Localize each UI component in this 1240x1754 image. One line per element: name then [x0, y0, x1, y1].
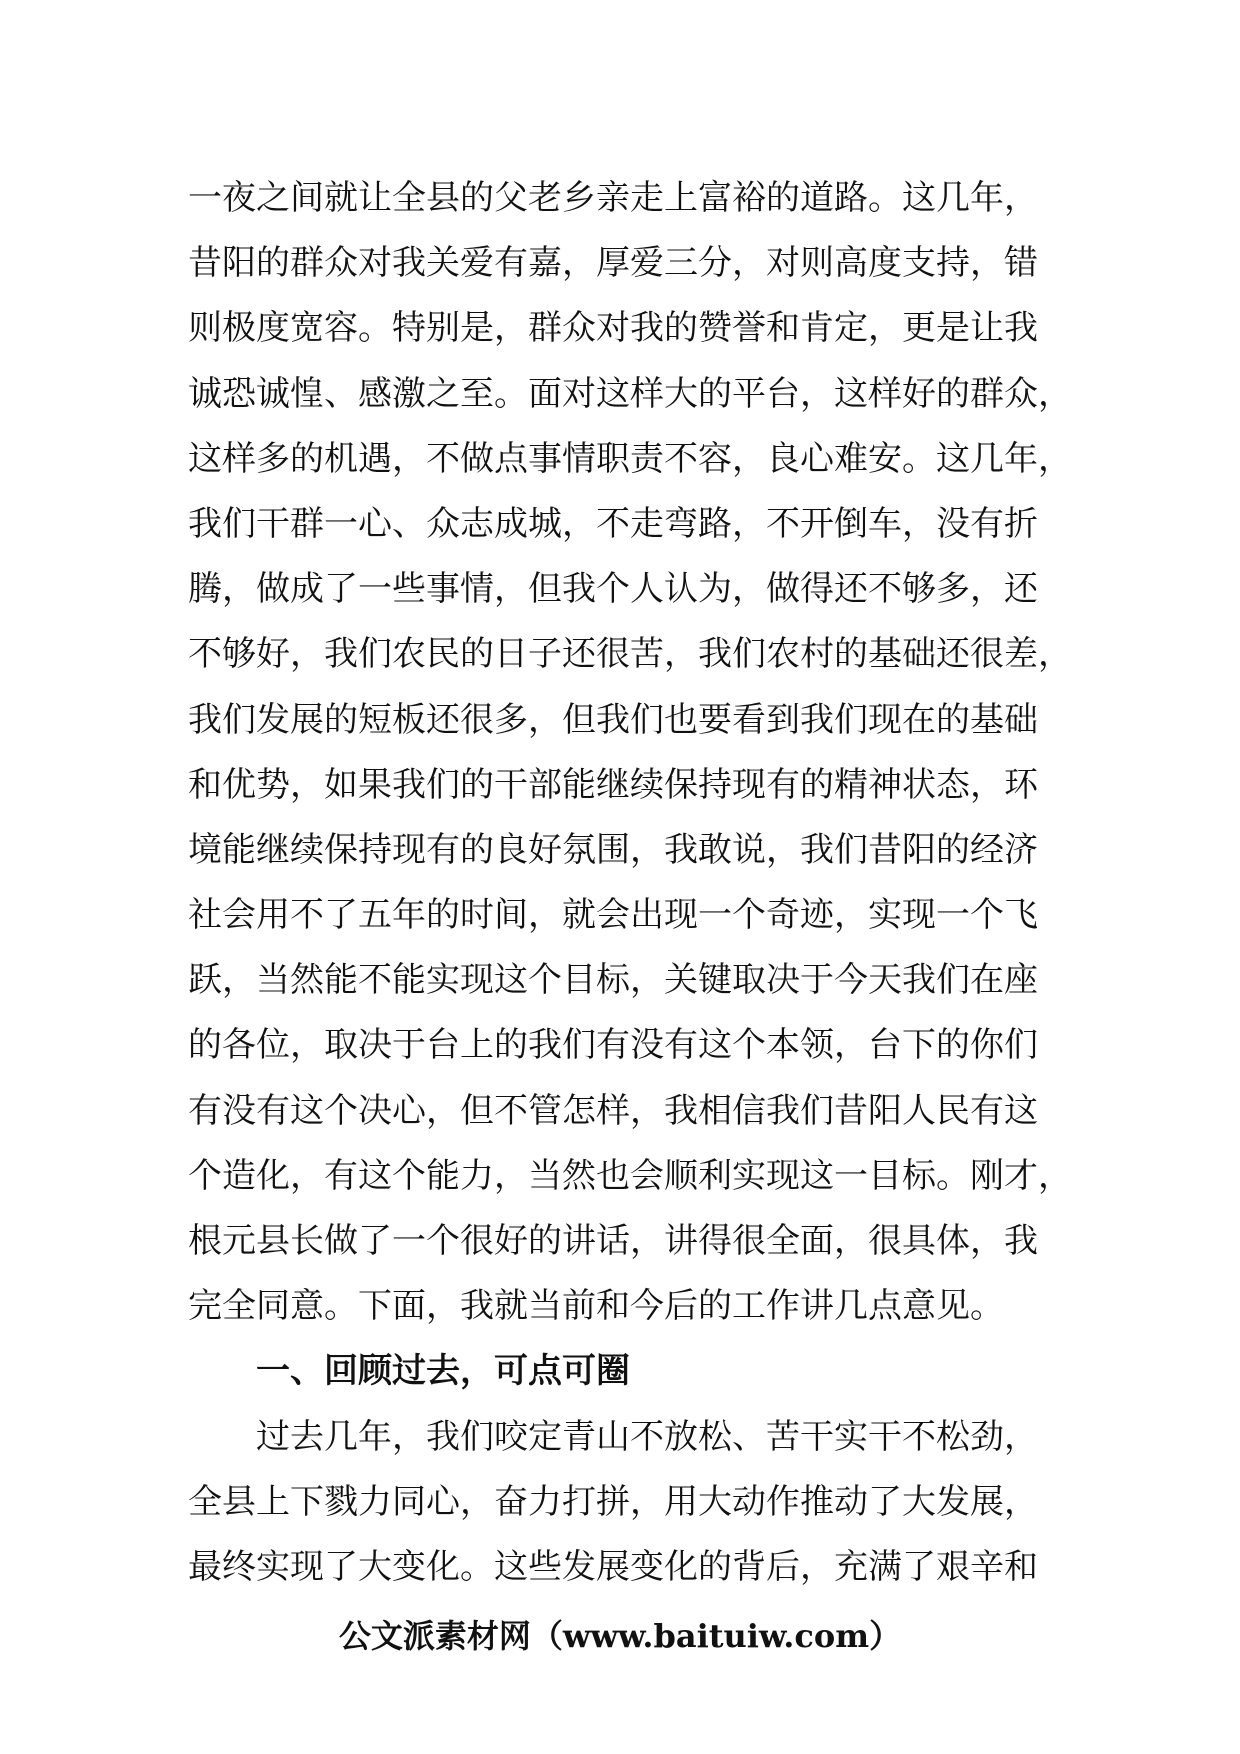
text-line: 诚恐诚惶、感激之至。面对这样大的平台，这样好的群众，: [188, 373, 1072, 414]
text-line: 的各位，取决于台上的我们有没有这个本领，台下的你们: [188, 1025, 1038, 1066]
document-body: [188, 166, 1072, 1600]
footer-watermark: 公文派素材网（www.baituiw.com）: [338, 1617, 902, 1655]
text-line: 我们发展的短板还很多，但我们也要看到我们现在的基础: [188, 699, 1038, 740]
text-line: 全县上下戮力同心，奋力打拼，用大动作推动了大发展，: [188, 1481, 1038, 1522]
text-line: 社会用不了五年的时间，就会出现一个奇迹，实现一个飞: [188, 895, 1038, 936]
text-line: 昔阳的群众对我关爱有嘉，厚爱三分，对则高度支持，错: [188, 243, 1038, 284]
text-line: 则极度宽容。特别是，群众对我的赞誉和肯定，更是让我: [188, 308, 1038, 349]
text-line: 境能继续保持现有的良好氛围，我敢说，我们昔阳的经济: [188, 829, 1038, 870]
text-line: 过去几年，我们咬定青山不放松、苦干实干不松劲，: [256, 1416, 1038, 1457]
text-line: 腾，做成了一些事情，但我个人认为，做得还不够多，还: [188, 569, 1038, 610]
text-line: 根元县长做了一个很好的讲话，讲得很全面，很具体，我: [188, 1221, 1038, 1261]
text-line: 有没有这个决心，但不管怎样，我相信我们昔阳人民有这: [188, 1090, 1038, 1131]
text-line: 一夜之间就让全县的父老乡亲走上富裕的道路。这几年，: [188, 178, 1038, 218]
text-line: 个造化，有这个能力，当然也会顺利实现这一目标。刚才，: [188, 1155, 1072, 1196]
text-line: 完全同意。下面，我就当前和今后的工作讲几点意见。: [188, 1286, 1004, 1327]
text-line: 和优势，如果我们的干部能继续保持现有的精神状态，环: [188, 764, 1038, 805]
text-line: 这样多的机遇，不做点事情职责不容，良心难安。这几年，: [188, 438, 1072, 479]
text-line: 最终实现了大变化。这些发展变化的背后，充满了艰辛和: [188, 1546, 1038, 1587]
section-heading: 一、回顾过去，可点可圈: [256, 1351, 630, 1392]
text-line: 跃，当然能不能实现这个目标，关键取决于今天我们在座: [188, 960, 1038, 1001]
text-line: 我们干群一心、众志成城，不走弯路，不开倒车，没有折: [188, 503, 1038, 544]
text-line: 不够好，我们农民的日子还很苦，我们农村的基础还很差，: [188, 634, 1072, 675]
